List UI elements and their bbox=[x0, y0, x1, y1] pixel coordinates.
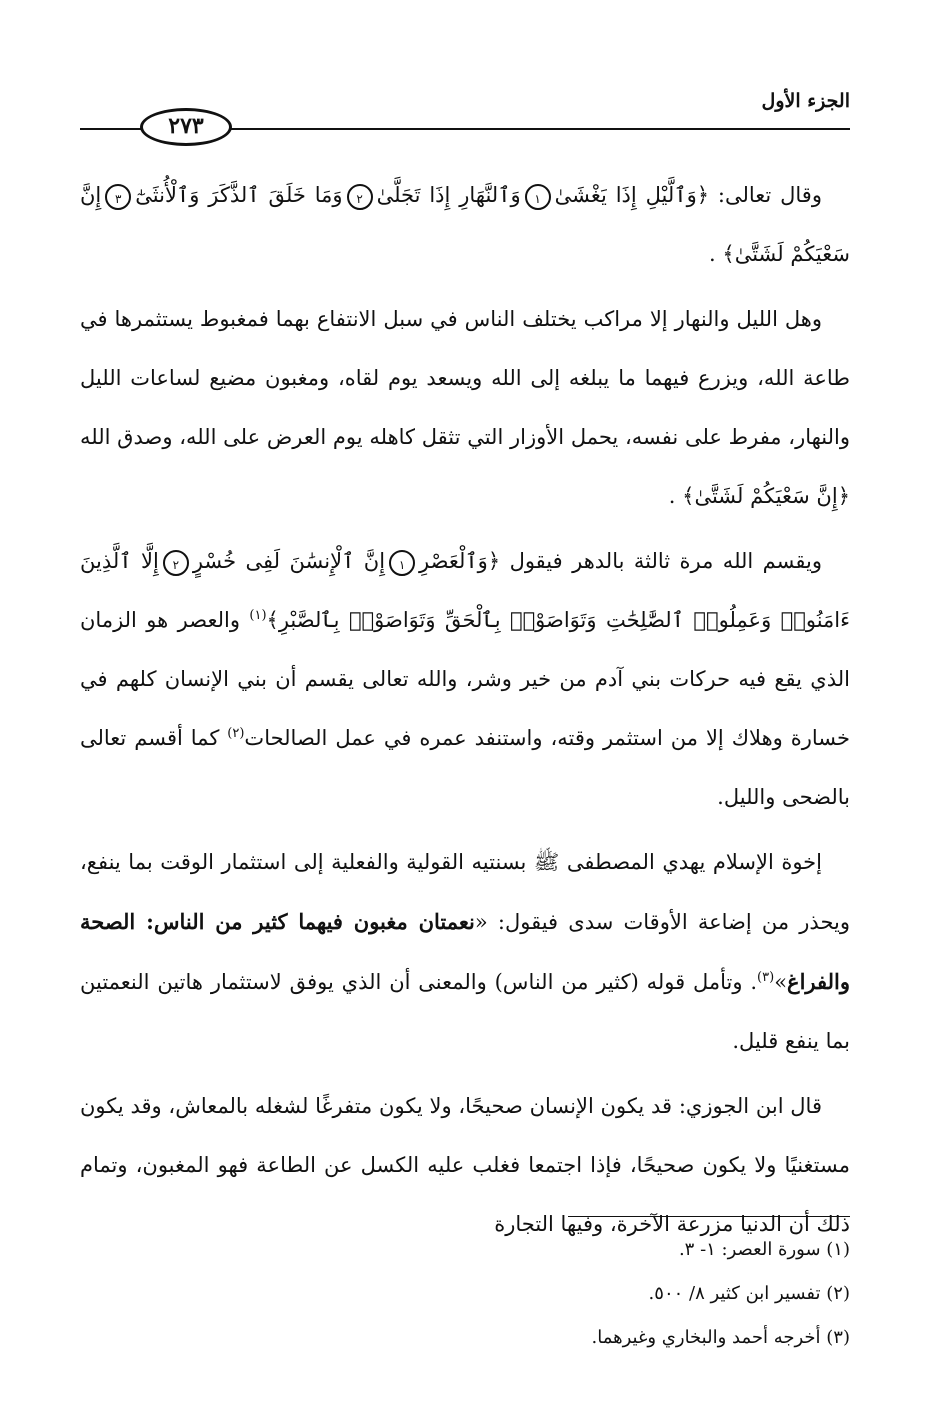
quran-verse: إِنَّ ٱلْإِنسَٰنَ لَفِى خُسْرٍ bbox=[192, 549, 386, 573]
text: قال ابن الجوزي: قد يكون الإنسان صحيحًا، ولا يكون متفرغًا لشغله بالمعاش، وقد يكون مستغنيًا ولا يكون صحيحًا، فإذا اجتمعا فغلب عليه الكسل عن الطاعة فهو المغبون، وتمام ذلك أن الدنيا مزرعة الآخرة، وفيها التجارة bbox=[80, 1094, 850, 1236]
footnotes bbox=[80, 1228, 850, 1360]
ayah-number-marker: ١ bbox=[389, 550, 415, 576]
quran-verse: وَٱلْعَصْرِ bbox=[419, 549, 488, 573]
text: وقال تعالى: bbox=[709, 183, 822, 207]
quran-bracket-open: ﴿ bbox=[487, 549, 501, 573]
ayah-number-marker: ٢ bbox=[347, 184, 373, 210]
page-number: ٢٧٣ bbox=[140, 108, 232, 146]
quran-verse: وَٱلنَّهَارِ إِذَا تَجَلَّىٰ bbox=[376, 183, 521, 207]
quran-bracket-open: ﴿ bbox=[696, 183, 710, 207]
quran-verse: إِلَّا ٱلَّذِينَ ءَامَنُوا۟ وَعَمِلُوا۟ ٱلصَّٰلِحَٰتِ وَتَوَاصَوْا۟ بِٱلْحَقِّ وَتَوَاصَوْا۟ بِٱلصَّبْرِ bbox=[80, 549, 850, 632]
text: إخوة الإسلام يهدي المصطفى ﷺ بسنتيه القولية والفعلية إلى استثمار الوقت بما ينفع، ويحذر من إضاعة الأوقات سدى فيقول: « bbox=[80, 850, 851, 934]
text: . bbox=[709, 242, 716, 266]
hadith-quote: نعمتان مغبون فيهما كثير من الناس: الصحة والفراغ bbox=[80, 909, 850, 994]
quran-verse: إِنَّ سَعْيَكُمْ لَشَتَّىٰ bbox=[80, 183, 850, 266]
running-title: الجزء الأول bbox=[761, 90, 850, 112]
page-body bbox=[80, 166, 850, 1254]
quran-verse: وَٱلَّيْلِ إِذَا يَغْشَىٰ bbox=[554, 183, 697, 207]
text: والعصر هو الزمان الذي يقع فيه حركات بني آدم من خير وشر، والله تعالى يقسم أن بني الإنسان كلهم في خسارة وهلاك إلا من استثمر وقته، واستنفد عمره في عمل الصالحات bbox=[80, 608, 850, 750]
quran-verse: إِنَّ سَعْيَكُمْ لَشَتَّىٰ bbox=[694, 484, 838, 508]
quran-bracket-open: ﴿ bbox=[837, 484, 850, 508]
paragraph-4 bbox=[80, 833, 850, 1071]
page-header bbox=[80, 86, 850, 146]
text: . وتأمل قوله (كثير من الناس) والمعنى أن الذي يوفق لاستثمار هاتين النعمتين بما ينفع قليل. bbox=[80, 970, 850, 1053]
text: ويقسم الله مرة ثالثة بالدهر فيقول bbox=[500, 549, 822, 573]
footnote-ref[interactable]: (١) bbox=[249, 608, 267, 623]
footnote-ref[interactable]: (٣) bbox=[757, 970, 775, 985]
quran-verse: وَمَا خَلَقَ ٱلذَّكَرَ وَٱلْأُنثَىٰٓ bbox=[135, 183, 343, 207]
paragraph-3 bbox=[80, 532, 850, 827]
footnote-2: (٢) تفسير ابن كثير ٨/ ٥٠٠. bbox=[648, 1283, 850, 1304]
paragraph-2 bbox=[80, 290, 850, 526]
text: . bbox=[668, 484, 676, 508]
footnote-3: (٣) أخرجه أحمد والبخاري وغيرهما. bbox=[591, 1327, 850, 1348]
footnote-ref[interactable]: (٢) bbox=[227, 726, 245, 741]
ayah-number-marker: ٣ bbox=[105, 184, 131, 210]
quran-bracket-close: ﴾ bbox=[682, 484, 695, 508]
text: وهل الليل والنهار إلا مراكب يختلف الناس في سبل الانتفاع بهما فمغبوط يستثمرها في طاعة الله، ويزرع فيهما ما يبلغه إلى الله ويسعد يوم لقاه، ومغبون مضيع لساعات الليل والنهار، مفرط على نفسه، يحمل الأوزار التي تثقل كاهله يوم العرض على الله، وصدق الله bbox=[80, 307, 850, 449]
quran-bracket-close: ﴾ bbox=[266, 608, 279, 632]
ayah-number-marker: ١ bbox=[525, 184, 551, 210]
footnote-rule bbox=[568, 1216, 850, 1217]
footnote-1: (١) سورة العصر: ١- ٣. bbox=[678, 1239, 850, 1260]
ayah-number-marker: ٢ bbox=[163, 550, 189, 576]
paragraph-1 bbox=[80, 166, 850, 284]
text: » bbox=[774, 970, 788, 994]
text: كما أقسم تعالى بالضحى والليل. bbox=[80, 726, 850, 809]
quran-bracket-close: ﴾ bbox=[722, 242, 735, 266]
